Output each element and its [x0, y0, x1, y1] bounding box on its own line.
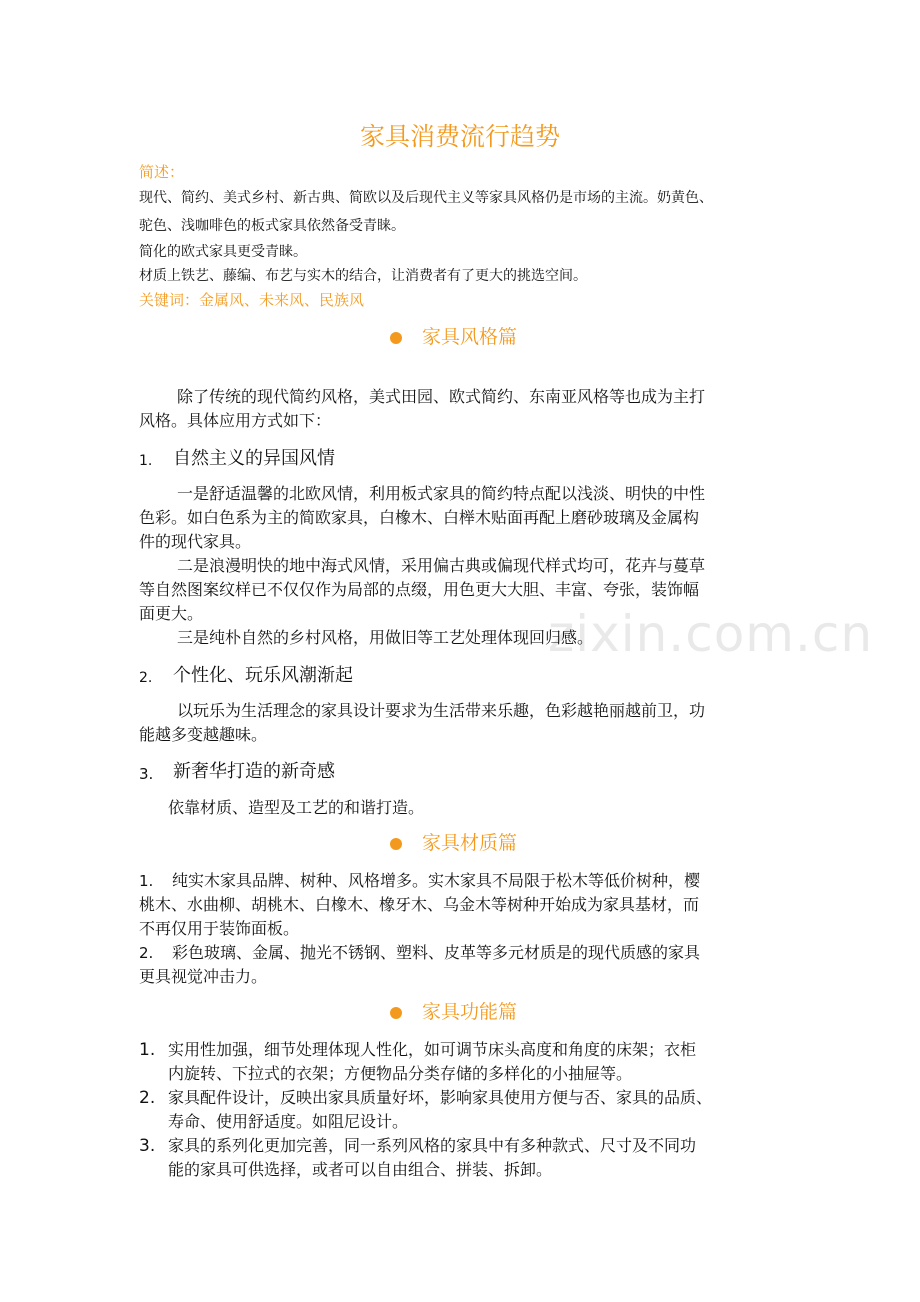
paragraph-line: 能越多变越趣味。	[139, 725, 268, 744]
paragraph-line: 依靠材质、造型及工艺的和谐打造。	[168, 798, 425, 817]
section-heading-function: 家具功能篇	[422, 1001, 518, 1023]
subheading: 新奢华打造的新奇感	[173, 761, 335, 782]
subheading: 自然主义的异国风情	[173, 448, 335, 469]
paragraph-line: 面更大。	[139, 604, 204, 623]
summary-line: 驼色、浅咖啡色的板式家具依然备受青睐。	[139, 218, 405, 234]
list-number: 3.	[139, 765, 154, 783]
list-number: 1.	[139, 453, 153, 469]
paragraph-line: 彩色玻璃、金属、抛光不锈钢、塑料、皮革等多元材质是的现代质感的家具	[172, 943, 701, 962]
paragraph-line: 不再仅用于装饰面板。	[139, 919, 300, 938]
paragraph-line: 纯实木家具品牌、树种、风格增多。实木家具不局限于松木等低价树种，樱	[172, 871, 701, 890]
paragraph-line: 一是舒适温馨的北欧风情，利用板式家具的简约特点配以浅淡、明快的中性	[177, 484, 706, 503]
bullet-dot-icon	[390, 332, 402, 344]
paragraph-line: 二是浪漫明快的地中海式风情，采用偏古典或偏现代样式均可，花卉与蔓草	[177, 556, 706, 575]
paragraph-line: 内旋转、下拉式的衣架；方便物品分类存储的多样化的小抽屉等。	[168, 1064, 633, 1083]
paragraph-line: 桃木、水曲柳、胡桃木、白橡木、橡牙木、乌金木等树种开始成为家具基材，而	[139, 895, 700, 914]
list-number: 1.	[139, 1040, 156, 1060]
summary-line: 材质上铁艺、藤编、布艺与实木的结合，让消费者有了更大的挑选空间。	[139, 268, 587, 284]
summary-line: 简化的欧式家具更受青睐。	[139, 244, 307, 260]
paragraph-line: 家具的系列化更加完善，同一系列风格的家具中有多种款式、尺寸及不同功	[168, 1136, 697, 1155]
subheading: 个性化、玩乐风潮渐起	[173, 665, 353, 686]
bullet-dot-icon	[390, 1007, 402, 1019]
section-heading-material: 家具材质篇	[422, 832, 518, 854]
paragraph-line: 能的家具可供选择，或者可以自由组合、拼装、拆卸。	[168, 1160, 553, 1179]
paragraph-line: 除了传统的现代简约风格，美式田园、欧式简约、东南亚风格等也成为主打	[177, 387, 706, 406]
paragraph-line: 更具视觉冲击力。	[139, 967, 268, 986]
paragraph-line: 以玩乐为生活理念的家具设计要求为生活带来乐趣，色彩越艳丽越前卫，功	[177, 701, 706, 720]
list-number: 3.	[139, 1136, 156, 1156]
paragraph-line: 家具配件设计，反映出家具质量好坏，影响家具使用方便与否、家具的品质、	[168, 1088, 713, 1107]
summary-label: 简述：	[139, 163, 185, 181]
keywords: 关键词：金属风、未来风、民族风	[139, 291, 365, 309]
list-number: 2.	[139, 1088, 156, 1108]
list-number: 2.	[139, 670, 153, 686]
bullet-dot-icon	[390, 838, 402, 850]
page-title: 家具消费流行趋势	[359, 122, 560, 151]
summary-line: 现代、简约、美式乡村、新古典、简欧以及后现代主义等家具风格仍是市场的主流。奶黄色、	[139, 190, 713, 206]
list-number: 2.	[139, 944, 154, 962]
section-heading-style: 家具风格篇	[422, 326, 518, 348]
paragraph-line: 实用性加强，细节处理体现人性化，如可调节床头高度和角度的床架；衣柜	[168, 1040, 697, 1059]
paragraph-line: 等自然图案纹样已不仅仅作为局部的点缀，用色更大大胆、丰富、夸张，装饰幅	[139, 580, 700, 599]
paragraph-line: 件的现代家具。	[139, 532, 252, 551]
list-number: 1.	[139, 872, 154, 890]
paragraph-line: 色彩。如白色系为主的简欧家具，白橡木、白榉木贴面再配上磨砂玻璃及金属构	[139, 508, 700, 527]
watermark: zixin.com.cn	[548, 605, 874, 663]
paragraph-line: 三是纯朴自然的乡村风格，用做旧等工艺处理体现回归感。	[177, 628, 594, 647]
paragraph-line: 风格。具体应用方式如下：	[139, 411, 332, 430]
paragraph-line: 寿命、使用舒适度。如阻尼设计。	[168, 1112, 409, 1131]
